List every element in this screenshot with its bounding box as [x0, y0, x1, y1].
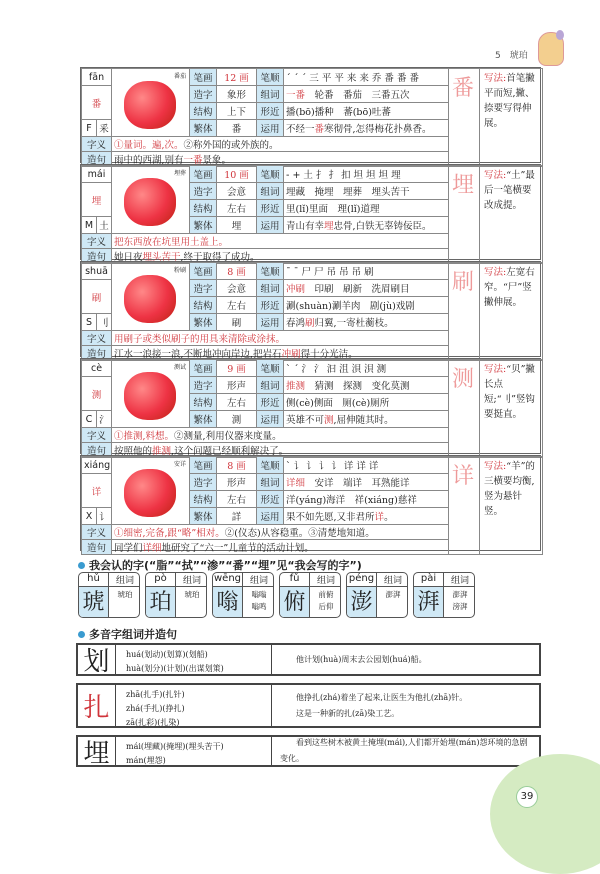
strokes-label: 笔画: [190, 69, 217, 86]
radical: 土: [99, 221, 109, 232]
page-number: 39: [516, 786, 538, 808]
character-card-3: [80, 358, 541, 457]
meaning-label: 字义: [82, 234, 112, 249]
polyphonic-row: [76, 735, 541, 767]
card-pinyin: pò: [146, 573, 176, 587]
usage-text: 果不如先愿,又非君所: [286, 512, 375, 523]
example-sentence: 他计划(huà)周末去公园划(huá)船。: [280, 654, 427, 664]
writing-grid: [449, 457, 480, 555]
structure-value: 左右: [226, 204, 246, 215]
words-highlight: 冲刷: [286, 284, 306, 295]
usage-text: 青山有幸: [286, 221, 325, 232]
card-words: 嗡嗡 嗡鸣: [251, 590, 267, 611]
sentence-text-end: 地研究了“六一”儿童节的活动计划。: [161, 543, 314, 554]
traditional-label: 繁体: [190, 411, 217, 428]
index-letter: X: [85, 510, 93, 522]
writing-note: “贝”撇长点短;“刂”竖钩要挺直。: [484, 364, 535, 420]
meaning-highlight: ①量词。遍,次。: [114, 140, 184, 151]
sentence-highlight: 详细: [142, 543, 162, 554]
structure-value: 左右: [227, 495, 247, 506]
formation-label: 造字: [190, 377, 217, 394]
writing-note: “土”最后一笔横要改成提。: [484, 170, 535, 211]
formation-label: 造字: [190, 474, 217, 491]
formation-value: 形声: [227, 381, 247, 392]
usage-label: 运用: [257, 314, 284, 331]
card-words: 前俯 后仰: [318, 590, 334, 611]
card-words: 澎湃 滂湃: [452, 590, 468, 611]
meaning-label: 字义: [82, 428, 112, 443]
illustration-image: [124, 178, 176, 226]
traditional-label: 繁体: [190, 314, 217, 331]
example-sentence: 看到这些树木被黄土掩埋(mái),人们都开始埋(mán)怨环境的急剧变化。: [280, 738, 528, 763]
strokes-label: 笔画: [190, 457, 217, 474]
radical: 釆: [99, 124, 109, 135]
traditional-value: 番: [231, 124, 242, 135]
illustration: [112, 69, 190, 137]
usage-text-end: 。: [384, 512, 394, 523]
traditional-value: 詳: [231, 512, 242, 523]
polyphonic-row: [76, 643, 541, 676]
recognize-card: [346, 572, 408, 618]
illustration: [112, 360, 190, 428]
note-title: 写法:: [484, 267, 507, 278]
stroke-count: 8 画: [227, 461, 246, 472]
card-pinyin: pài: [414, 573, 444, 587]
note-title: 写法:: [484, 364, 507, 375]
illustration-image: [124, 469, 176, 517]
similar-value: 涮(shuàn)涮羊肉 剧(jù)戏剧: [286, 301, 415, 312]
illustration-caption: 粉刷: [174, 267, 187, 274]
pinyin: shuā: [85, 265, 108, 277]
meaning-text: ②(仪态)从容稳重。③清楚地知道。: [224, 528, 375, 539]
strokes-label: 笔画: [190, 360, 217, 377]
illustration: [112, 166, 190, 234]
similar-label: 形近: [257, 200, 284, 217]
traditional-value: 埋: [231, 221, 242, 232]
character-card-1: [80, 164, 541, 263]
index-letter: M: [84, 219, 94, 231]
meaning-highlight: 用刷子或类似刷子的用具来清除或涂抹。: [114, 334, 286, 345]
sentence-text: 江水一浪接一浪,不断地冲向岸边,把岩石: [114, 349, 282, 360]
illustration-image: [124, 372, 176, 420]
polyphonic-character: 埋: [78, 737, 116, 765]
formation-value: 象形: [226, 90, 246, 101]
recognize-section-title: 我会认的字(“脂”“拭”“渗”“番”“埋”见“我会写的字”): [78, 557, 362, 573]
card-words: 琥珀: [117, 590, 133, 599]
usage-text-end: ,屈伸随其时。: [333, 415, 394, 426]
stroke-order: ˉ ˉ 尸 尸 吊 吊 吊 刷: [286, 267, 374, 278]
similar-value: 洋(yáng)海洋 祥(xiáng)慈祥: [286, 495, 417, 506]
polyphonic-character: 划: [78, 645, 116, 674]
words-label: 组词: [257, 474, 284, 491]
card-word-label: 组词: [310, 573, 341, 587]
similar-value: 里(lǐ)里面 理(lǐ)道理: [286, 204, 380, 215]
order-label: 笔顺: [257, 166, 284, 183]
structure-value: 左右: [227, 301, 247, 312]
usage-highlight: 刷: [305, 318, 315, 329]
meaning-label: 字义: [82, 137, 112, 152]
traditional-value: 刷: [231, 318, 242, 329]
sentence-label: 造句: [82, 443, 112, 458]
card-words: 琥珀: [184, 590, 200, 599]
polyphonic-character: 扎: [78, 685, 116, 726]
writing-sample: 详: [452, 464, 475, 489]
example-sentences: [272, 737, 539, 765]
radical: 讠: [99, 512, 109, 523]
words-value: 轮番 番茄 三番五次: [305, 90, 410, 101]
example-sentence: 这是一种新的扎(zā)染工艺。: [280, 708, 400, 718]
card-word-label: 组词: [243, 573, 274, 587]
reading: huà(划分)(计划)(出谋划策): [126, 664, 224, 673]
card-character: 嗡: [213, 587, 243, 618]
usage-text-end: 寒彻骨,怎得梅花扑鼻香。: [324, 124, 432, 135]
sentence-text-end: 得十分光洁。: [300, 349, 358, 360]
order-label: 笔顺: [257, 263, 284, 280]
illustration: [112, 457, 190, 525]
reading: huá(划动)(划算)(划船): [126, 650, 208, 659]
balloon-illustration: [556, 30, 564, 40]
similar-label: 形近: [257, 103, 284, 120]
words-value: 埋藏 掩埋 埋葬 埋头苦干: [286, 187, 410, 198]
card-character: 珀: [146, 587, 176, 618]
meaning-highlight: ①细密,完备,跟“略”相对。: [114, 528, 225, 539]
meaning-text: ②测量,利用仪器来度量。: [174, 431, 282, 442]
words-highlight: 一番: [286, 90, 306, 101]
usage-text: 春鸿: [286, 318, 306, 329]
illustration: [112, 263, 190, 331]
polyphonic-section-title: 多音字组词并造句: [78, 626, 177, 642]
recognize-card: [279, 572, 341, 618]
sentence-highlight: 埋头苦干: [142, 252, 181, 263]
sentence-highlight: 一番: [183, 155, 203, 166]
sentence-highlight: 推测: [152, 446, 172, 457]
sentence-text: 雨中的西湖,别有: [114, 155, 184, 166]
writing-sample: 番: [452, 76, 475, 101]
readings: [116, 685, 272, 726]
usage-highlight: 番: [314, 124, 325, 135]
similar-label: 形近: [257, 491, 284, 508]
usage-text-end: 归翼,一寄杜蘅枝。: [314, 318, 394, 329]
example-sentences: [272, 645, 539, 674]
stroke-order: ˋ ˊ 氵 氵 汩 沮 浿 浿 测: [286, 364, 387, 375]
note-title: 写法:: [484, 461, 507, 472]
words-value: 猜测 探测 变化莫测: [305, 381, 410, 392]
reading: mái(埋藏)(掩埋)(埋头苦干): [126, 742, 224, 751]
formation-label: 造字: [190, 183, 217, 200]
structure-label: 结构: [190, 394, 217, 411]
example-sentences: [272, 685, 539, 726]
card-character: 澎: [347, 587, 377, 618]
formation-value: 会意: [227, 284, 247, 295]
illustration-caption: 测试: [174, 364, 187, 371]
usage-highlight: 埋: [324, 221, 334, 232]
structure-label: 结构: [190, 103, 217, 120]
card-pinyin: wēng: [213, 573, 243, 587]
pinyin: fān: [88, 71, 105, 83]
writing-note: 左宽右窄。“尸”竖撇伸展。: [484, 267, 535, 308]
usage-text: 不经一: [286, 124, 315, 135]
usage-highlight: 测: [324, 415, 334, 426]
similar-value: 播(bō)播种 蕃(bō)吐蕃: [286, 107, 391, 118]
sentence-text: 同学们: [114, 543, 143, 554]
illustration-image: [124, 81, 176, 129]
stroke-order: ˊ ˊ ˊ 三 平 平 来 来 乔 番 番 番: [286, 73, 419, 84]
meaning-highlight: 把东西放在坑里用土盖上。: [114, 237, 229, 248]
recognize-card: [212, 572, 274, 618]
sentence-label: 造句: [82, 152, 112, 167]
card-word-label: 组词: [377, 573, 408, 587]
words-value: 印刷 刷新 洗眉刷目: [305, 284, 410, 295]
radical: 氵: [99, 415, 109, 426]
sentence-text-end: ,这个问题已经顺利解决了。: [171, 446, 289, 457]
polyphonic-row: [76, 683, 541, 728]
usage-highlight: 详: [374, 512, 385, 523]
recognize-card: [78, 572, 140, 618]
usage-text-end: 忠骨,白铁无辜铸佞臣。: [333, 221, 432, 232]
usage-text: 英雄不可: [286, 415, 325, 426]
formation-label: 造字: [190, 86, 217, 103]
formation-value: 形声: [227, 478, 247, 489]
writing-grid: [449, 166, 480, 264]
writing-note: “羊”的三横要均衡,竖为悬针竖。: [484, 461, 535, 517]
stroke-count: 12 画: [224, 73, 249, 84]
stroke-count: 10 画: [224, 170, 249, 181]
strokes-label: 笔画: [190, 263, 217, 280]
sentence-text-end: 景象。: [202, 155, 232, 166]
similar-label: 形近: [257, 394, 284, 411]
traditional-label: 繁体: [190, 217, 217, 234]
stroke-order: ˋ 讠 讠 讠 讠 详 详 详: [286, 461, 379, 472]
strokes-label: 笔画: [190, 166, 217, 183]
readings: [116, 737, 272, 765]
words-value: 安详 端详 耳熟能详: [305, 478, 410, 489]
order-label: 笔顺: [257, 69, 284, 86]
meaning-highlight: ①推测,料想。: [114, 431, 175, 442]
pinyin: mái: [87, 168, 106, 180]
character-card-0: [80, 67, 541, 166]
words-label: 组词: [257, 86, 284, 103]
note-title: 写法:: [484, 73, 507, 84]
illustration-image: [124, 275, 176, 323]
character-card-2: [80, 261, 541, 360]
character: 番: [91, 98, 102, 110]
meaning-label: 字义: [82, 331, 112, 346]
stroke-order: - + 土 扌 扌 扣 坦 坦 坦 埋: [286, 170, 401, 181]
writing-sample: 埋: [452, 173, 475, 198]
readings: [116, 645, 272, 674]
sentence-text-end: ,终于取得了成功。: [180, 252, 260, 263]
traditional-value: 測: [231, 415, 242, 426]
usage-label: 运用: [257, 411, 284, 428]
example-sentence: 他挣扎(zhá)着坐了起来,让医生为他扎(zhā)针。: [280, 692, 468, 702]
writing-grid: [449, 360, 480, 458]
pinyin: xiáng: [84, 459, 111, 471]
sentence-highlight: 冲刷: [281, 349, 301, 360]
order-label: 笔顺: [257, 360, 284, 377]
writing-sample: 刷: [452, 270, 475, 295]
meaning-text: ②称外国的或外族的。: [183, 140, 279, 151]
card-word-label: 组词: [109, 573, 140, 587]
character-card-4: [80, 455, 541, 554]
character: 详: [91, 486, 102, 498]
index-letter: F: [86, 122, 92, 134]
structure-value: 上下: [226, 107, 246, 118]
reading: zā(扎彩)(扎染): [126, 718, 180, 727]
reading: zhā(扎手)(扎针): [126, 690, 185, 699]
sentence-text: 她日夜: [114, 252, 143, 263]
structure-value: 左右: [227, 398, 247, 409]
structure-label: 结构: [190, 200, 217, 217]
card-pinyin: hǔ: [79, 573, 109, 587]
card-word-label: 组词: [444, 573, 475, 587]
card-word-label: 组词: [176, 573, 207, 587]
usage-label: 运用: [257, 217, 284, 234]
formation-value: 会意: [226, 187, 246, 198]
card-character: 琥: [79, 587, 109, 618]
radical: 刂: [99, 318, 109, 329]
writing-note: 首笔撇平而短,撇、捺要写得伸展。: [484, 73, 535, 129]
illustration-caption: 番茄: [173, 73, 186, 80]
recognize-card: [145, 572, 207, 618]
similar-value: 侧(cè)侧面 厕(cè)厕所: [286, 398, 390, 409]
structure-label: 结构: [190, 297, 217, 314]
lesson-header: 5 琥珀: [495, 51, 528, 61]
index-letter: S: [85, 316, 93, 328]
character: 刷: [91, 292, 102, 304]
sentence-label: 造句: [82, 249, 112, 264]
sentence-label: 造句: [82, 540, 112, 555]
words-highlight: 详细: [286, 478, 306, 489]
similar-label: 形近: [257, 297, 284, 314]
order-label: 笔顺: [257, 457, 284, 474]
meaning-label: 字义: [82, 525, 112, 540]
character: 测: [91, 389, 102, 401]
note-title: 写法:: [484, 170, 507, 181]
words-highlight: 推测: [286, 381, 306, 392]
writing-sample: 测: [452, 367, 475, 392]
pinyin: cè: [90, 362, 103, 374]
card-words: 澎湃: [385, 590, 401, 599]
card-character: 湃: [414, 587, 444, 618]
card-pinyin: péng: [347, 573, 377, 587]
card-pinyin: fǔ: [280, 573, 310, 587]
words-label: 组词: [257, 377, 284, 394]
illustration-caption: 埋葬: [173, 170, 186, 177]
sentence-text: 按照他的: [114, 446, 153, 457]
character: 埋: [91, 195, 102, 207]
words-label: 组词: [257, 183, 284, 200]
words-label: 组词: [257, 280, 284, 297]
structure-label: 结构: [190, 491, 217, 508]
usage-label: 运用: [257, 120, 284, 137]
formation-label: 造字: [190, 280, 217, 297]
stroke-count: 9 画: [227, 364, 246, 375]
traditional-label: 繁体: [190, 508, 217, 525]
recognize-card: [413, 572, 475, 618]
index-letter: C: [85, 413, 93, 425]
reading: mán(埋怨): [126, 756, 166, 765]
sentence-label: 造句: [82, 346, 112, 361]
illustration-caption: 安详: [174, 461, 187, 468]
card-character: 俯: [280, 587, 310, 618]
usage-label: 运用: [257, 508, 284, 525]
traditional-label: 繁体: [190, 120, 217, 137]
writing-grid: [449, 263, 480, 361]
page-corner-decoration: [490, 754, 600, 874]
writing-grid: [449, 69, 480, 167]
reading: zhá(手扎)(挣扎): [126, 704, 185, 713]
stroke-count: 8 画: [227, 267, 246, 278]
